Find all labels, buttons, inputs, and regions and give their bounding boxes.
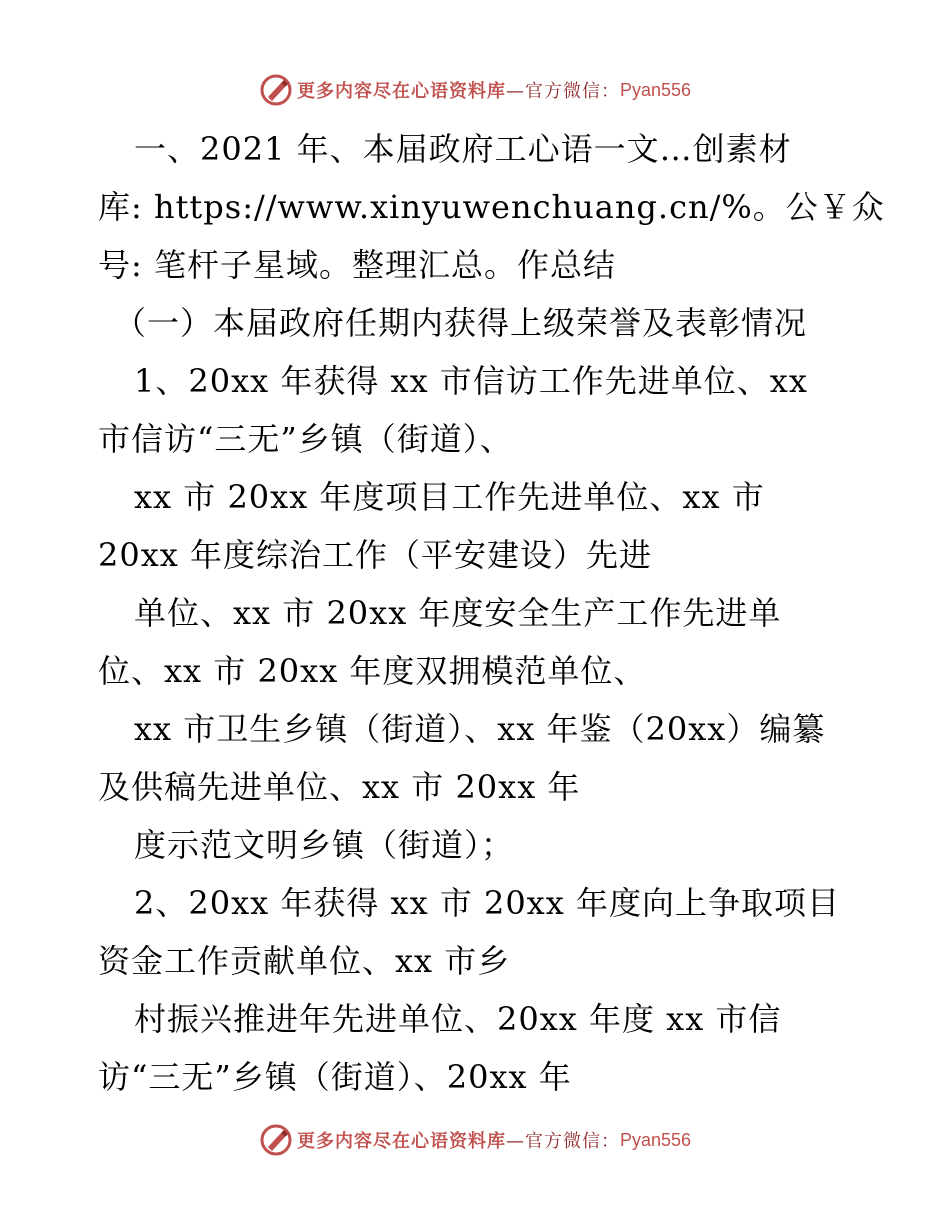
- text-line: 度示范文明乡镇（街道）；: [134, 826, 515, 864]
- text-line: 一、2021 年、本届政府工心语一文…创素材: [134, 130, 792, 168]
- text-line: 20xx 年度综治工作（平安建设）先进: [98, 536, 652, 574]
- text-line: 资金工作贡献单位、xx 市乡: [98, 942, 511, 980]
- text-line: xx 市卫生乡镇（街道）、xx 年鉴（20xx）编纂: [134, 710, 826, 748]
- text-line: 及供稿先进单位、xx 市 20xx 年: [98, 768, 581, 806]
- footer-watermark-banner: [0, 1120, 950, 1160]
- text-line: 访“三无”乡镇（街道）、20xx 年: [98, 1058, 572, 1096]
- promo-text: 更多内容尽在心语资料库: [296, 81, 506, 102]
- text-line: 2、20xx 年获得 xx 市 20xx 年度向上争取项目: [134, 884, 840, 922]
- contact-label: —官方微信：: [505, 1131, 620, 1152]
- text-line: 单位、xx 市 20xx 年度安全生产工作先进单: [134, 594, 782, 632]
- contact-label: —官方微信：: [505, 81, 620, 102]
- brand-logo-icon: [259, 1123, 293, 1157]
- text-line: 村振兴推进年先进单位、20xx 年度 xx 市信: [134, 1000, 782, 1038]
- brand-logo-icon: [259, 73, 293, 107]
- wechat-id: Pyan556: [619, 1129, 692, 1150]
- promo-text: 更多内容尽在心语资料库: [296, 1131, 506, 1152]
- text-line: 1、20xx 年获得 xx 市信访工作先进单位、xx: [134, 362, 808, 400]
- header-watermark-banner: [0, 70, 950, 110]
- text-line: 市信访“三无”乡镇（街道）、: [98, 420, 513, 458]
- text-line: 位、xx 市 20xx 年度双拥模范单位、: [98, 652, 647, 690]
- text-line: xx 市 20xx 年度项目工作先进单位、xx 市: [134, 478, 765, 516]
- text-line: 号: 笔杆子星域。整理汇总。作总结: [98, 246, 616, 284]
- section-heading: （一）本届政府任期内获得上级荣誉及表彰情况: [114, 304, 808, 342]
- text-line: 库: https://www.xinyuwenchuang.cn/%。公￥众: [98, 188, 885, 226]
- wechat-id: Pyan556: [619, 79, 692, 100]
